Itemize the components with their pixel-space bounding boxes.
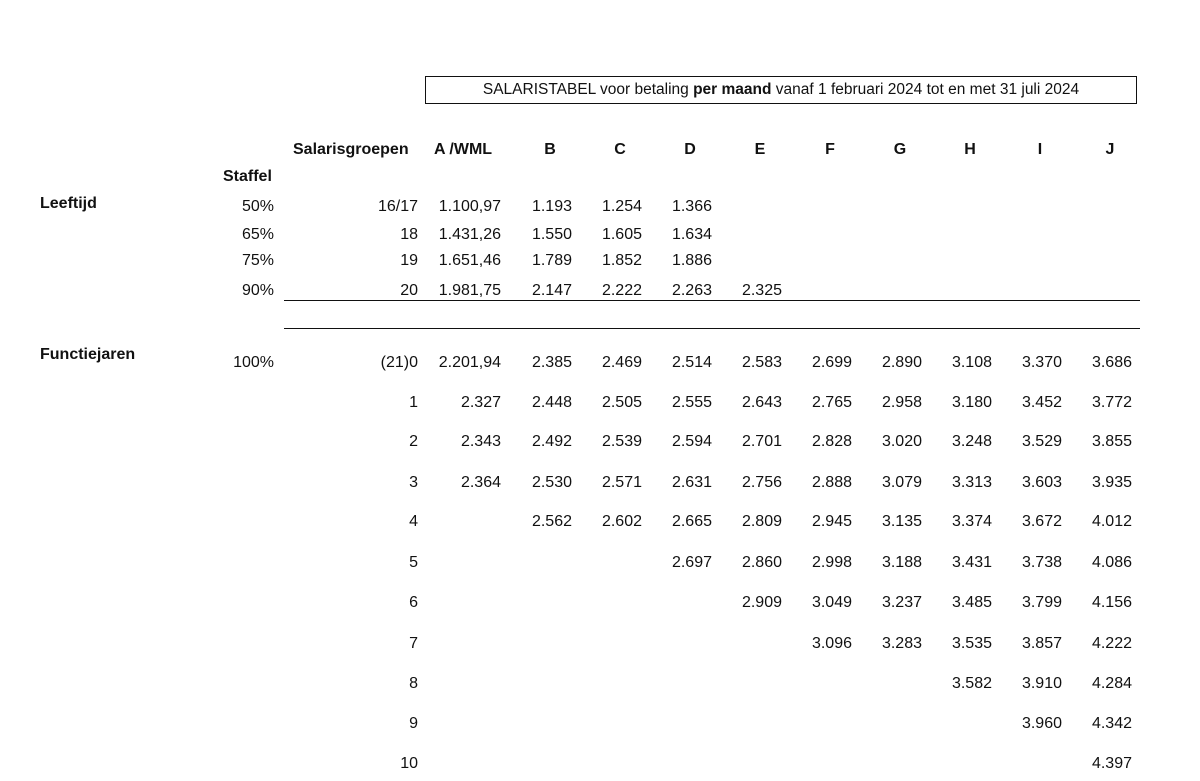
functiejaren-value-cell: 3.485 [951,594,992,611]
functiejaren-value-cell: 3.079 [881,474,922,491]
functiejaren-value-cell: 2.765 [811,394,852,411]
functiejaren-value-cell: 2.530 [531,474,572,491]
leeftijd-value-cell: 1.605 [601,226,642,243]
functiejaren-value-cell: 2.909 [741,594,782,611]
functiejaren-year: 7 [409,635,418,652]
functiejaren-value-cell: 4.222 [1091,635,1132,652]
functiejaren-value-cell: 2.643 [741,394,782,411]
leeftijd-value-cell: 1.886 [671,252,712,269]
functiejaren-value-cell: 2.602 [601,513,642,530]
functiejaren-value-cell: 3.686 [1091,354,1132,371]
functiejaren-value-cell: 3.855 [1091,433,1132,450]
functiejaren-value-cell: 3.374 [951,513,992,530]
group-header-9: I [1037,141,1043,158]
functiejaren-value-cell: 3.096 [811,635,852,652]
leeftijd-age: 19 [400,252,418,269]
functiejaren-value-cell: 2.562 [531,513,572,530]
leeftijd-staffel: 50% [241,198,274,215]
functiejaren-value-cell: 2.514 [671,354,712,371]
functiejaren-value-cell: 2.998 [811,554,852,571]
leeftijd-label: Leeftijd [40,195,97,212]
functiejaren-value-cell: 2.555 [671,394,712,411]
functiejaren-year: 3 [409,474,418,491]
functiejaren-value-cell: 2.860 [741,554,782,571]
group-header-4: D [684,141,696,158]
functiejaren-value-cell: 3.135 [881,513,922,530]
functiejaren-value-cell: 2.343 [460,433,501,450]
functiejaren-value-cell: 2.539 [601,433,642,450]
leeftijd-age: 18 [400,226,418,243]
leeftijd-age: 20 [400,282,418,299]
salarisgroepen-header: Salarisgroepen [293,141,409,158]
functiejaren-value-cell: 2.699 [811,354,852,371]
group-header-3: C [614,141,626,158]
leeftijd-staffel: 65% [241,226,274,243]
functiejaren-value-cell: 4.342 [1091,715,1132,732]
functiejaren-value-cell: 3.582 [951,675,992,692]
leeftijd-value-cell: 1.651,46 [438,252,501,269]
functiejaren-value-cell: 2.364 [460,474,501,491]
functiejaren-value-cell: 2.469 [601,354,642,371]
functiejaren-year: 8 [409,675,418,692]
functiejaren-value-cell: 3.237 [881,594,922,611]
group-header-7: G [893,141,907,158]
functiejaren-value-cell: 3.283 [881,635,922,652]
functiejaren-value-cell: 2.945 [811,513,852,530]
leeftijd-age: 16/17 [377,198,418,215]
functiejaren-value-cell: 3.738 [1021,554,1062,571]
functiejaren-value-cell: 3.910 [1021,675,1062,692]
functiejaren-value-cell: 3.452 [1021,394,1062,411]
leeftijd-value-cell: 1.254 [601,198,642,215]
title-prefix: SALARISTABEL voor betaling [482,81,694,98]
functiejaren-value-cell: 3.431 [951,554,992,571]
leeftijd-value-cell: 2.147 [531,282,572,299]
leeftijd-value-cell: 1.789 [531,252,572,269]
functiejaren-value-cell: 2.385 [531,354,572,371]
functiejaren-value-cell: 3.772 [1091,394,1132,411]
functiejaren-value-cell: 2.697 [671,554,712,571]
functiejaren-value-cell: 2.492 [531,433,572,450]
group-header-6: F [825,141,835,158]
functiejaren-value-cell: 2.756 [741,474,782,491]
functiejaren-value-cell: 3.313 [951,474,992,491]
functiejaren-value-cell: 3.672 [1021,513,1062,530]
group-header-10: J [1105,141,1115,158]
functiejaren-value-cell: 3.188 [881,554,922,571]
functiejaren-value-cell: 3.108 [951,354,992,371]
functiejaren-year: 6 [409,594,418,611]
functiejaren-value-cell: 4.397 [1091,755,1132,772]
leeftijd-staffel: 75% [241,252,274,269]
group-header-2: B [544,141,556,158]
group-header-8: H [964,141,976,158]
leeftijd-value-cell: 1.431,26 [438,226,501,243]
functiejaren-value-cell: 4.012 [1091,513,1132,530]
functiejaren-value-cell: 2.701 [741,433,782,450]
functiejaren-value-cell: 3.529 [1021,433,1062,450]
leeftijd-value-cell: 2.263 [671,282,712,299]
title-bold: per maand [693,81,772,98]
functiejaren-value-cell: 2.594 [671,433,712,450]
leeftijd-value-cell: 1.100,97 [438,198,501,215]
group-header-5: E [754,141,766,158]
functiejaren-staffel: 100% [233,354,274,371]
functiejaren-year: 9 [409,715,418,732]
leeftijd-value-cell: 1.366 [671,198,712,215]
table-title [425,76,1137,104]
functiejaren-value-cell: 2.448 [531,394,572,411]
functiejaren-value-cell: 3.603 [1021,474,1062,491]
leeftijd-staffel: 90% [241,282,274,299]
functiejaren-value-cell: 3.248 [951,433,992,450]
functiejaren-value-cell: 2.505 [601,394,642,411]
leeftijd-value-cell: 1.193 [531,198,572,215]
functiejaren-year: 1 [409,394,418,411]
functiejaren-value-cell: 4.156 [1091,594,1132,611]
leeftijd-value-cell: 2.325 [741,282,782,299]
divider-line [284,300,1140,301]
functiejaren-value-cell: 2.890 [881,354,922,371]
functiejaren-value-cell: 4.284 [1091,675,1132,692]
functiejaren-value-cell: 2.201,94 [438,354,501,371]
functiejaren-value-cell: 3.799 [1021,594,1062,611]
functiejaren-value-cell: 3.857 [1021,635,1062,652]
functiejaren-value-cell: 3.535 [951,635,992,652]
divider-line [284,328,1140,329]
functiejaren-label: Functiejaren [40,346,136,363]
functiejaren-value-cell: 2.828 [811,433,852,450]
functiejaren-value-cell: 2.631 [671,474,712,491]
functiejaren-year: 2 [409,433,418,450]
title-suffix: vanaf 1 februari 2024 tot en met 31 juli 2024 [771,81,1080,98]
leeftijd-value-cell: 1.981,75 [438,282,501,299]
functiejaren-value-cell: 2.888 [811,474,852,491]
functiejaren-year: 10 [400,755,418,772]
functiejaren-value-cell: 2.809 [741,513,782,530]
leeftijd-value-cell: 1.550 [531,226,572,243]
functiejaren-year: 5 [409,554,418,571]
functiejaren-value-cell: 2.583 [741,354,782,371]
functiejaren-value-cell: 3.370 [1021,354,1062,371]
staffel-header: Staffel [223,168,272,185]
functiejaren-year: (21)0 [380,354,418,371]
functiejaren-value-cell: 3.960 [1021,715,1062,732]
functiejaren-value-cell: 4.086 [1091,554,1132,571]
functiejaren-value-cell: 2.571 [601,474,642,491]
group-header-1: A /WML [434,141,493,158]
functiejaren-value-cell: 3.935 [1091,474,1132,491]
leeftijd-value-cell: 1.634 [671,226,712,243]
leeftijd-value-cell: 2.222 [601,282,642,299]
functiejaren-value-cell: 3.020 [881,433,922,450]
leeftijd-value-cell: 1.852 [601,252,642,269]
functiejaren-value-cell: 3.049 [811,594,852,611]
functiejaren-value-cell: 2.665 [671,513,712,530]
functiejaren-year: 4 [409,513,418,530]
functiejaren-value-cell: 3.180 [951,394,992,411]
functiejaren-value-cell: 2.958 [881,394,922,411]
functiejaren-value-cell: 2.327 [460,394,501,411]
